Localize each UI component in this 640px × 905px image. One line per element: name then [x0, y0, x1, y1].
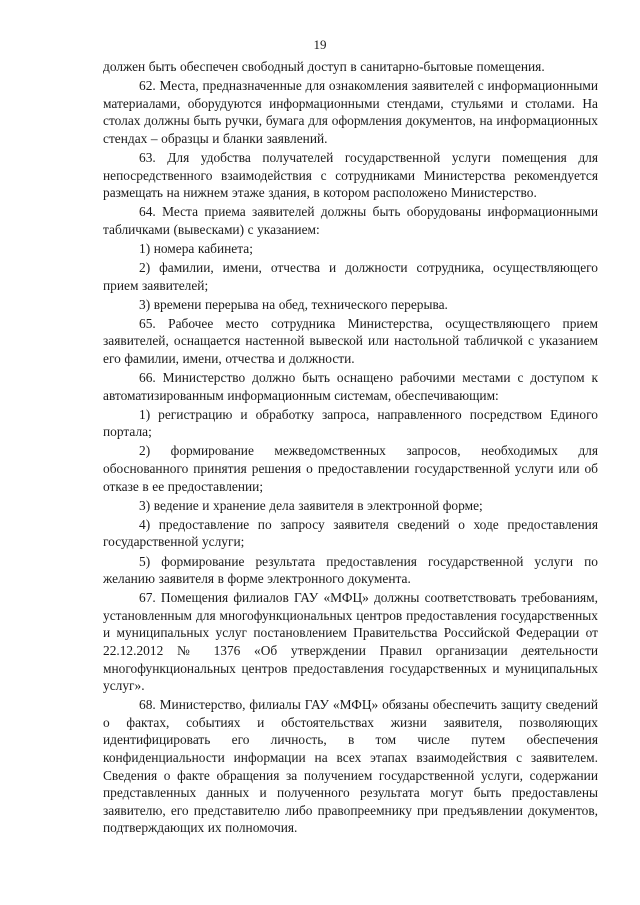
paragraph-62: 62. Места, предназначенные для ознакомления заявителей с информационными материалами, оборудуются информационными стендами, стульями и столами. На столах должны быть ручки, бумага для оформления документов, на информационных стендах – образцы и бланки заявлений. [103, 78, 598, 146]
paragraph-66-item-3: 3) ведение и хранение дела заявителя в электронной форме; [139, 497, 483, 513]
page-number: 19 [313, 37, 327, 52]
paragraph-65: 65. Рабочее место сотрудника Министерства, осуществляющего прием заявителей, оснащается настенной вывеской или настольной табличкой с указанием его фамилии, имени, отчества и должности. [103, 315, 598, 366]
paragraph-64-item-3: 3) времени перерыва на обед, технического перерыва. [139, 296, 448, 312]
document-body [103, 58, 598, 839]
paragraph-67: 67. Помещения филиалов ГАУ «МФЦ» должны соответствовать требованиям, установленным для многофункциональных центров предоставления государственных и муниципальных услуг постановлением Правительства Российской Федерации от 22.12.2012 № 1376 «Об утверждении Правил организации деятельности многофункциональных центров предоставления государственных и муниципальных услуг». [103, 590, 598, 694]
paragraph-66-item-1: 1) регистрацию и обработку запроса, направленного посредством Единого портала; [103, 406, 598, 440]
paragraph-66-item-2: 2) формирование межведомственных запросов, необходимых для обоснованного принятия решения о предоставлении государственной услуги или об отказе в ее предоставлении; [103, 443, 598, 494]
paragraph-66: 66. Министерство должно быть оснащено рабочими местами с доступом к автоматизированным информационным системам, обеспечивающим: [103, 370, 598, 403]
paragraph-continuation: должен быть обеспечен свободный доступ в санитарно-бытовые помещения. [103, 59, 545, 74]
paragraph-66-item-5: 5) формирование результата предоставления государственной услуги по желанию заявителя в форме электронного документа. [103, 553, 598, 587]
paragraph-66-item-4: 4) предоставление по запросу заявителя сведений о ходе предоставления государственной услуги; [103, 516, 598, 550]
paragraph-64-item-2: 2) фамилии, имени, отчества и должности сотрудника, осуществляющего прием заявителей; [103, 260, 598, 293]
paragraph-63: 63. Для удобства получателей государственной услуги помещения для непосредственного взаимодействия с сотрудниками Министерства рекомендуется размещать на нижнем этаже здания, в котором расположено Министерство. [103, 149, 598, 201]
paragraph-64: 64. Места приема заявителей должны быть оборудованы информационными табличками (вывесками) с указанием: [103, 204, 598, 237]
paragraph-64-item-1: 1) номера кабинета; [139, 240, 253, 256]
paragraph-68: 68. Министерство, филиалы ГАУ «МФЦ» обязаны обеспечить защиту сведений о фактах, событиях и обстоятельствах жизни заявителя, позволяющих идентифицировать его личность, в том числе путем обеспечения конфиденциальности информации на всех этапах взаимодействия с заявителем. Сведения о факте обращения за получением государственной услуги, содержании представленных данных и полученного результата могут быть предоставлены заявителю, его представителю либо правопреемнику при предъявлении документов, подтверждающих их полномочия. [103, 697, 598, 836]
